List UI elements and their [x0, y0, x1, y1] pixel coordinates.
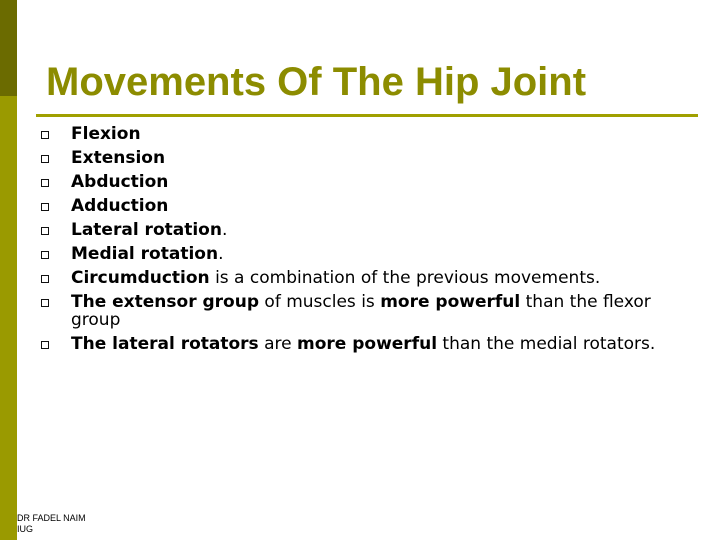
bullet-item-flexion: [38, 125, 700, 143]
square-bullet-icon: [41, 227, 49, 235]
square-bullet-icon: [41, 131, 49, 139]
bullet-strong: Abduction: [71, 172, 169, 192]
bullet-strong: Flexion: [71, 124, 141, 144]
title-divider: [36, 114, 698, 117]
square-bullet-icon: [41, 203, 49, 211]
bullet-item-lateral-rotation: [38, 221, 700, 239]
square-bullet-icon: [41, 155, 49, 163]
bullet-strong: more powerful: [380, 292, 521, 312]
bullet-text: .: [218, 244, 224, 264]
bullet-strong: The lateral rotators: [71, 334, 259, 354]
bullet-strong: Adduction: [71, 196, 169, 216]
bullet-text: is a combination of the previous movements.: [209, 268, 601, 288]
side-accent-bar-top: [0, 0, 17, 96]
square-bullet-icon: [41, 341, 49, 349]
slide-title: Movements Of The Hip Joint: [46, 60, 587, 104]
bullet-item-adduction: [38, 197, 700, 215]
bullet-text: are: [258, 334, 297, 354]
bullet-text: than the flexor group: [71, 292, 651, 330]
bullet-text: than the medial rotators.: [437, 334, 656, 354]
square-bullet-icon: [41, 179, 49, 187]
square-bullet-icon: [41, 275, 49, 283]
bullet-strong: Extension: [71, 148, 166, 168]
bullet-list: [38, 125, 700, 359]
bullet-strong: Circumduction: [71, 268, 210, 288]
square-bullet-icon: [41, 299, 49, 307]
square-bullet-icon: [41, 251, 49, 259]
bullet-text: .: [221, 220, 228, 240]
footer-institution: IUG: [17, 524, 34, 534]
bullet-item-extension: [38, 149, 700, 167]
bullet-strong: Lateral rotation: [71, 220, 222, 240]
bullet-item-extensor-group: [38, 293, 700, 329]
bullet-item-medial-rotation: [38, 245, 700, 263]
bullet-text: of muscles is: [259, 292, 381, 312]
footer-author: DR FADEL NAIM: [17, 513, 86, 523]
bullet-strong: more powerful: [297, 334, 438, 354]
bullet-item-abduction: [38, 173, 700, 191]
bullet-strong: The extensor group: [71, 292, 260, 312]
bullet-item-lateral-rotators: [38, 335, 700, 353]
slide-footer: [17, 513, 86, 535]
bullet-strong: Medial rotation: [71, 244, 219, 264]
bullet-item-circumduction: [38, 269, 700, 287]
